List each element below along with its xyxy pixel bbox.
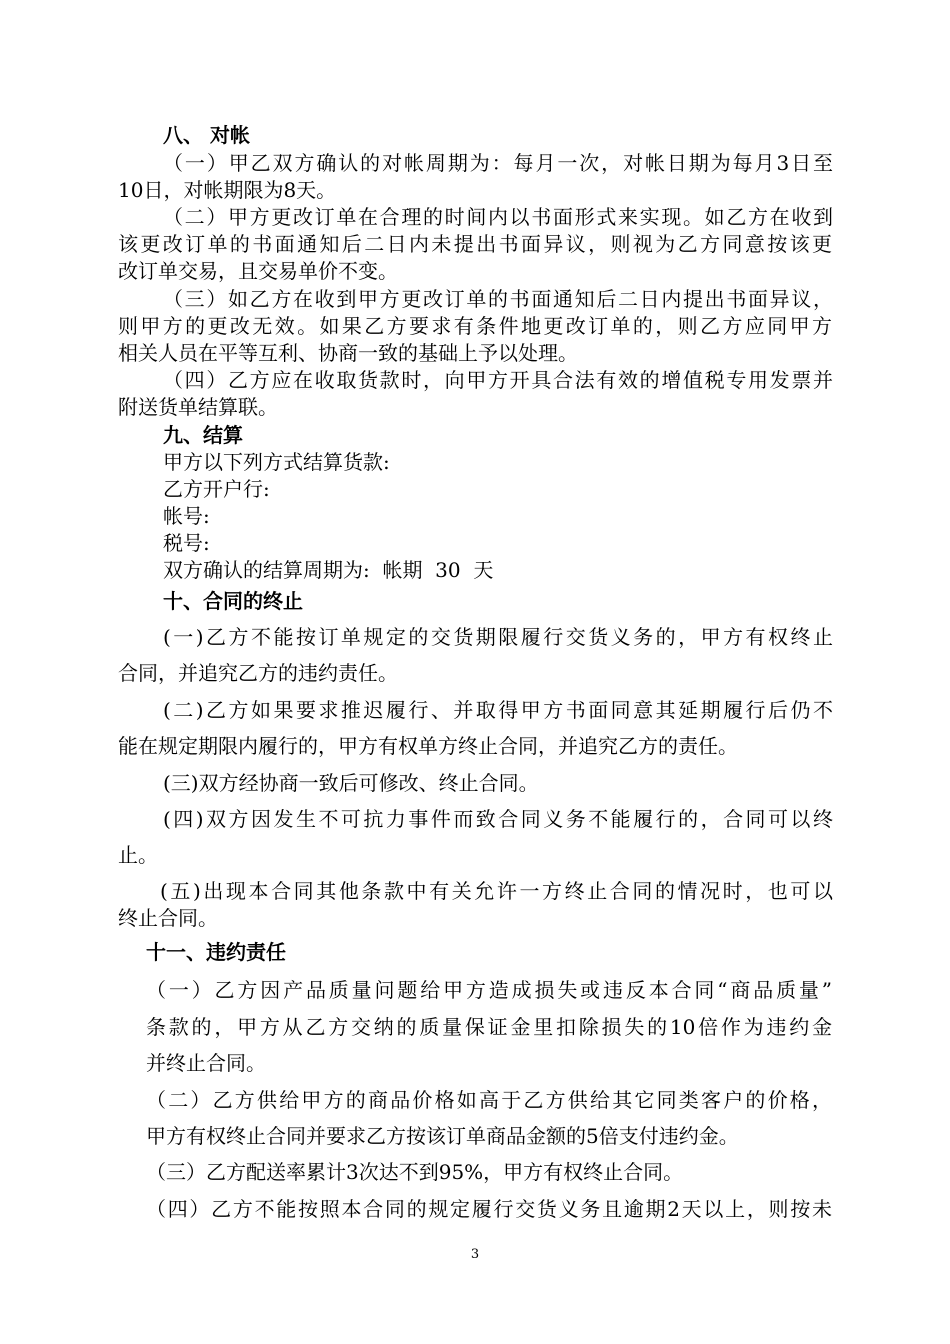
paragraph-line: 相关人员在平等互利、协商一致的基础上予以处理。 — [118, 341, 578, 365]
paragraph-line: 能在规定期限内履行的，甲方有权单方终止合同，并追究乙方的责任。 — [118, 734, 738, 758]
paragraph-line: （二）甲方更改订单在合理的时间内以书面形式来实现。如乙方在收到 — [163, 205, 833, 229]
paragraph-line: 附送货单结算联。 — [118, 395, 278, 419]
paragraph-line: (三)双方经协商一致后可修改、终止合同。 — [163, 771, 539, 795]
paragraph-line: 帐号: — [163, 504, 210, 528]
section-heading-liability: 十一、违约责任 — [146, 940, 286, 964]
paragraph-line: （二）乙方供给甲方的商品价格如高于乙方供给其它同类客户的价格， — [146, 1088, 832, 1112]
paragraph-line: 甲方以下列方式结算货款: — [163, 450, 390, 474]
section-heading-reconciliation: 八、 对帐 — [163, 123, 250, 147]
paragraph-line: 甲方有权终止合同并要求乙方按该订单商品金额的5倍支付违约金。 — [146, 1124, 739, 1148]
paragraph-line: 终止合同。 — [118, 906, 218, 930]
paragraph-line: (二)乙方如果要求推迟履行、并取得甲方书面同意其延期履行后仍不 — [163, 698, 833, 722]
paragraph-line: (一)乙方不能按订单规定的交货期限履行交货义务的，甲方有权终止 — [163, 625, 833, 649]
paragraph-line: 合同，并追究乙方的违约责任。 — [118, 661, 398, 685]
paragraph-line: （四）乙方应在收取货款时，向甲方开具合法有效的增值税专用发票并 — [163, 368, 833, 392]
paragraph-line: （四）乙方不能按照本合同的规定履行交货义务且逾期2天以上，则按未 — [146, 1197, 832, 1221]
paragraph-line: （一）乙方因产品质量问题给甲方造成损失或违反本合同“商品质量” — [146, 978, 832, 1002]
paragraph-line: 10日，对帐期限为8天。 — [118, 178, 337, 202]
paragraph-line: 条款的，甲方从乙方交纳的质量保证金里扣除损失的10倍作为违约金 — [146, 1015, 832, 1039]
paragraph-line: （三）乙方配送率累计3次达不到95%，甲方有权终止合同。 — [146, 1160, 684, 1184]
paragraph-line: （一）甲乙双方确认的对帐周期为：每月一次，对帐日期为每月3日至 — [163, 151, 833, 175]
paragraph-line: 该更改订单的书面通知后二日内未提出书面异议，则视为乙方同意按该更 — [118, 232, 832, 256]
section-heading-termination: 十、合同的终止 — [163, 589, 303, 613]
paragraph-line: 税号: — [163, 531, 210, 555]
paragraph-line: 则甲方的更改无效。如果乙方要求有条件地更改订单的，则乙方应同甲方 — [118, 314, 832, 338]
paragraph-line: 乙方开户行: — [163, 477, 270, 501]
paragraph-line: (四)双方因发生不可抗力事件而致合同义务不能履行的，合同可以终 — [163, 807, 833, 831]
paragraph-line: （三）如乙方在收到甲方更改订单的书面通知后二日内提出书面异议， — [163, 287, 833, 311]
paragraph-line: 改订单交易，且交易单价不变。 — [118, 259, 398, 283]
paragraph-line: 并终止合同。 — [146, 1051, 266, 1075]
page-number: 3 — [470, 1247, 480, 1262]
paragraph-line: 双方确认的结算周期为: 帐期 30 天 — [163, 558, 494, 582]
paragraph-line: (五)出现本合同其他条款中有关允许一方终止合同的情况时，也可以 — [160, 879, 833, 903]
section-heading-settlement: 九、结算 — [163, 423, 243, 447]
paragraph-line: 止。 — [118, 843, 158, 867]
